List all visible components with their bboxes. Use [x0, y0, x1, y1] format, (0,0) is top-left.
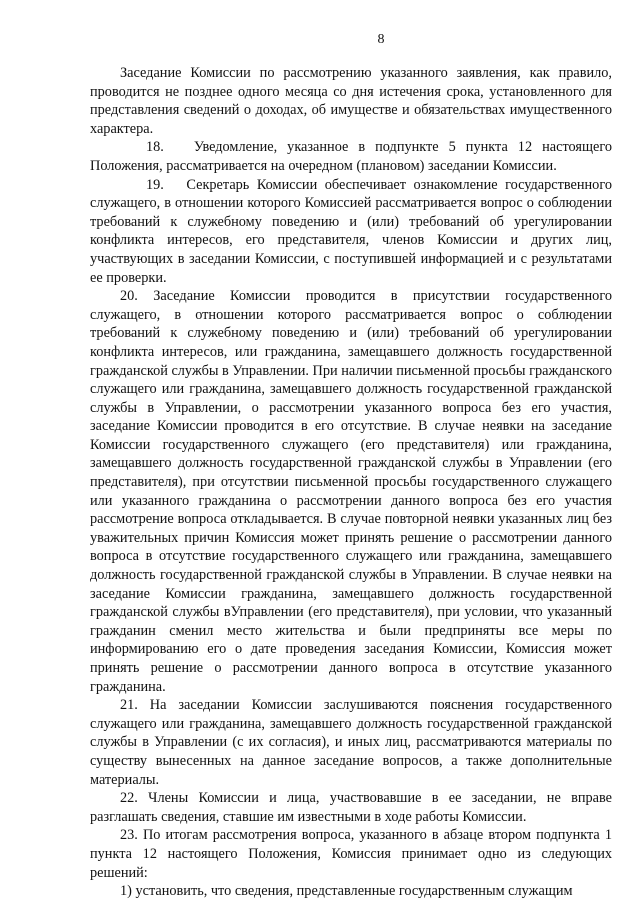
paragraph-20: 20. Заседание Комиссии проводится в присутствии государственного служащего, в отношении которого рассматривается вопрос о соблюдении требований к служебному поведению и (или) требований об урегулировании конфликта интересов, или гражданина, замещавшего должность государственной гражданской службы в Управлении. При наличии письменной просьбы гражданского служащего или гражданина, замещавшего должность государственной гражданской службы в Управлении, о рассмотрении указанного вопроса без его участия, заседание Комиссии проводится в его отсутствие. В случае неявки на заседание Комиссии государственного служащего (его представителя) или гражданина, замещавшего должность государственной гражданской службы в Управлении (его представителя), при отсутствии письменной просьбы государственного служащего или указанного гражданина о рассмотрении данного вопроса без его участия рассмотрение вопроса откладывается. В случае повторной неявки указанных лиц без уважительных причин Комиссия может принять решение о рассмотрении данного вопроса в отсутствие государственного служащего или гражданина, замещавшего должность государственной гражданской службы в Управлении. В случае неявки на заседание Комиссии гражданина, замещавшего должность государственной гражданской службы вУправлении (его представителя), при условии, что указанный гражданин сменил место жительства и были предприняты все меры по информированию его о дате проведения заседания Комиссии, Комиссия может принять решение о рассмотрении данного вопроса в отсутствие указанного гражданина. [90, 288, 612, 695]
paragraph-meeting-timing: Заседание Комиссии по рассмотрению указанного заявления, как правило, проводится не позднее одного месяца со дня истечения срока, установленного для представления сведений о доходах, об имуществе и обязательствах имущественного характера. [90, 65, 612, 137]
paragraph-22: 22. Члены Комиссии и лица, участвовавшие в ее заседании, не вправе разглашать сведения, ставшие им известными в ходе работы Комиссии. [90, 790, 612, 825]
page-number: 8 [377, 32, 385, 47]
paragraph-19: 19. Секретарь Комиссии обеспечивает ознакомление государственного служащего, в отношении которого Комиссией рассматривается вопрос о соблюдении требований к служебному поведению и (или) требований об урегулировании конфликта интересов, его представителя, членов Комиссии и других лиц, участвующих в заседании Комиссии, с поступившей информацией и с результатами ее проверки. [90, 176, 612, 286]
paragraph-23-item-1: 1) установить, что сведения, представленные государственным служащим [120, 883, 573, 900]
paragraph-23: 23. По итогам рассмотрения вопроса, указанного в абзаце втором подпункта 1 пункта 12 настоящего Положения, Комиссия принимает одно из следующих решений: [90, 827, 612, 881]
paragraph-18: 18. Уведомление, указанное в подпункте 5 пункта 12 настоящего Положения, рассматривается на очередном (плановом) заседании Комиссии. [90, 139, 612, 174]
paragraph-21: 21. На заседании Комиссии заслушиваются пояснения государственного служащего или гражданина, замещавшего должность государственной гражданской службы в Управлении (с их согласия), и иных лиц, рассматриваются материалы по существу вынесенных на данное заседание вопросов, а также дополнительные материалы. [90, 697, 612, 788]
